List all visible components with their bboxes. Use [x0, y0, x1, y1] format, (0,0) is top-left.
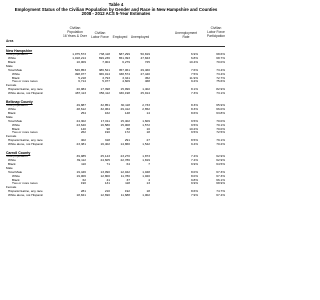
- table-cell: 9.2%: [190, 79, 198, 84]
- table-row: [6, 143, 226, 147]
- table-cell: 68.7%: [216, 56, 225, 61]
- table-cell: 7.4%: [190, 154, 198, 159]
- table-cell: 23,640: [76, 122, 86, 127]
- table-cell: 62.9%: [216, 158, 225, 163]
- table-cell: 6,714: [78, 79, 86, 84]
- table-cell: 6.8%: [190, 56, 198, 61]
- table-cell: 9.9%: [190, 161, 198, 166]
- col-unemployment-rate: [174, 32, 198, 40]
- table-cell: 65.9%: [216, 103, 225, 108]
- table-cell: 32,064: [100, 107, 110, 112]
- row-label: White: [12, 173, 20, 178]
- table-cell: 9.5%: [190, 118, 198, 123]
- table-title: Employment Status of the Civilian Population by Gender and Race in New Hampshire and Counties: [14, 6, 218, 12]
- col-unemployed: [130, 32, 150, 40]
- table-cell: 70.0%: [216, 126, 225, 131]
- table-cell: 7,004: [102, 59, 110, 64]
- col-rate-line2: Rate: [182, 34, 190, 39]
- row-label: Two or more races: [12, 79, 38, 84]
- table-cell: 32,851: [100, 103, 110, 108]
- table-cell: 70.2%: [216, 142, 225, 147]
- table-cell: 498,977: [74, 71, 86, 76]
- table-cell: 366,014: [98, 71, 110, 76]
- row-label: White alone, not Hispanic: [8, 142, 44, 147]
- row-label: Total population: [6, 103, 28, 108]
- table-cell: 64: [126, 161, 130, 166]
- col-participation-line2: Labor Force: [207, 29, 225, 34]
- table-cell: 356,112: [99, 91, 110, 96]
- table-cell: 73.4%: [216, 71, 225, 76]
- row-label: White: [12, 122, 20, 127]
- row-label: Total Male: [8, 118, 23, 123]
- table-cell: 9.8%: [190, 177, 198, 182]
- table-cell: 82.9%: [216, 87, 225, 92]
- row-label: Hispanic/Latino, any race: [8, 87, 43, 92]
- row-label: Total Male: [8, 169, 23, 174]
- table-cell: 70.1%: [216, 122, 225, 127]
- table-cell: 70.0%: [216, 118, 225, 123]
- table-section: [6, 100, 226, 147]
- col-population-line1: Civilian: [69, 26, 81, 30]
- section-title: Carroll County: [6, 151, 31, 155]
- table-cell: 7.4%: [190, 158, 198, 163]
- table-cell: 8.3%: [190, 103, 198, 108]
- table-cell: 16,402: [100, 142, 110, 147]
- table-cell: 5,077: [102, 79, 110, 84]
- table-cell: 452: [144, 75, 150, 80]
- table-cell: 487,113: [75, 91, 86, 96]
- table-cell: 1,542: [142, 142, 150, 147]
- table-cell: 74.7%: [216, 189, 225, 194]
- table-cell: 73.1%: [216, 91, 225, 96]
- table-cell: 699,236: [98, 56, 110, 61]
- table-cell: 24,302: [76, 118, 86, 123]
- col-population-line3: 16 Years & Over: [62, 33, 87, 38]
- row-label: Total population: [6, 52, 28, 57]
- row-label: Female: [6, 83, 17, 88]
- table-cell: 3,341: [122, 75, 130, 80]
- section-title: New Hampshire: [6, 49, 33, 53]
- table-cell: 6.9%: [190, 52, 198, 57]
- table-cell: 10,009: [76, 59, 86, 64]
- table-cell: 19,006: [76, 173, 86, 178]
- table-cell: 98: [106, 126, 110, 131]
- table-cell: 79.1%: [216, 138, 225, 143]
- table-cell: 192: [124, 189, 130, 194]
- table-cell: 725: [144, 59, 150, 64]
- table-cell: 4: [148, 177, 150, 182]
- row-label: White: [8, 107, 16, 112]
- row-label: White: [8, 158, 16, 163]
- row-label: Two or more races: [12, 181, 38, 186]
- table-cell: 39,985: [76, 154, 86, 159]
- table-cell: 254: [80, 110, 86, 115]
- table-cell: 62.9%: [216, 154, 225, 159]
- table-cell: 13,090: [100, 169, 110, 174]
- row-label: White alone, not Hispanic: [8, 193, 44, 198]
- table-cell: 8.0%: [190, 173, 198, 178]
- table-cell: 7.5%: [190, 71, 198, 76]
- table-cell: 7.9%: [190, 193, 198, 198]
- table-cell: 16,580: [100, 122, 110, 127]
- row-label: Hispanic/Latino, any race: [8, 189, 43, 194]
- header-rule: [6, 46, 225, 47]
- table-cell: 338,574: [118, 71, 130, 76]
- table-cell: 262: [80, 130, 86, 135]
- row-label: Male: [6, 165, 13, 170]
- table-cell: 13: [146, 181, 150, 186]
- col-rate-line1: Unemployment: [174, 31, 198, 35]
- table-cell: 9.4%: [190, 142, 198, 147]
- col-employed: [110, 32, 130, 40]
- table-cell: 23,381: [76, 142, 86, 147]
- table-cell: 1,018,214: [72, 56, 86, 61]
- col-participation: [204, 27, 228, 38]
- row-label: Black: [8, 59, 16, 64]
- table-cell: 25,914: [140, 91, 150, 96]
- table-cell: 25,143: [100, 154, 110, 159]
- table-cell: 7: [148, 161, 150, 166]
- table-cell: 10.4%: [189, 59, 198, 64]
- section-title: Belknap County: [6, 100, 33, 104]
- table-cell: 73.4%: [216, 67, 225, 72]
- row-label: Female: [6, 185, 17, 190]
- table-cell: 15,402: [120, 118, 130, 123]
- table-cell: 19,446: [76, 169, 86, 174]
- table-cell: 50,819: [140, 52, 150, 57]
- table-cell: 75.6%: [216, 79, 225, 84]
- table-cell: 72.5%: [216, 130, 225, 135]
- table-cell: 15,008: [120, 122, 130, 127]
- table-cell: 9.9%: [190, 181, 198, 186]
- table-cell: 12,690: [100, 193, 110, 198]
- table-cell: 68.6%: [216, 52, 225, 57]
- data-table: [6, 49, 226, 202]
- table-subtitle: 2008 - 2012 ACS 5-Year Estimates: [81, 11, 151, 17]
- table-cell: 39,112: [76, 158, 86, 163]
- table-cell: 162: [104, 110, 110, 115]
- table-cell: 210: [104, 189, 110, 194]
- table-cell: 49,887: [76, 103, 86, 108]
- table-cell: 66.0%: [216, 107, 225, 112]
- table-row: [6, 194, 226, 198]
- table-cell: 10: [146, 126, 150, 131]
- table-cell: 1,819: [142, 158, 150, 163]
- row-label: Black: [12, 126, 20, 131]
- row-label: Two or more races: [12, 130, 38, 135]
- table-cell: 67.3%: [216, 173, 225, 178]
- table-cell: 1,020: [142, 173, 150, 178]
- table-cell: 148: [124, 110, 130, 115]
- table-cell: 64.5%: [216, 161, 225, 166]
- table-cell: 70.0%: [216, 59, 225, 64]
- table-section: [6, 49, 226, 96]
- table-cell: 12,042: [120, 169, 130, 174]
- table-cell: 291: [124, 138, 130, 143]
- table-cell: 118: [125, 181, 130, 186]
- table-cell: 8.1%: [190, 87, 198, 92]
- table-cell: 2,733: [142, 103, 150, 108]
- table-cell: 22,786: [120, 158, 130, 163]
- table-cell: 357,061: [118, 67, 130, 72]
- col-population-line2: Population: [67, 29, 83, 34]
- table-cell: 23,270: [120, 154, 130, 159]
- table-cell: 1,002: [142, 193, 150, 198]
- row-label: Black: [8, 110, 16, 115]
- table-cell: 37: [126, 177, 130, 182]
- table-cell: 9.5%: [190, 122, 198, 127]
- table-cell: 3,793: [102, 75, 110, 80]
- table-cell: 18: [146, 189, 150, 194]
- table-cell: 12,800: [100, 173, 110, 178]
- column-header: [6, 22, 226, 46]
- table-cell: 1,075,573: [72, 52, 86, 57]
- col-area: Area: [6, 39, 14, 43]
- row-label: Male: [6, 63, 13, 68]
- col-labor-force-line1: Civilian: [94, 31, 106, 35]
- table-cell: 20,984: [76, 87, 86, 92]
- table-cell: 11,780: [120, 173, 130, 178]
- table-row: [6, 92, 226, 96]
- col-population: [62, 27, 88, 38]
- table-cell: 67.3%: [216, 169, 225, 174]
- row-label: White: [8, 56, 16, 61]
- row-label: Total population: [6, 154, 28, 159]
- table-cell: 18: [146, 130, 150, 135]
- col-labor-force-line2: Labor Force: [91, 34, 109, 39]
- table-cell: 41: [106, 177, 110, 182]
- row-label: Black: [12, 177, 20, 182]
- table-cell: 386,521: [98, 67, 110, 72]
- table-cell: 1,609: [142, 118, 150, 123]
- row-label: Female: [6, 134, 17, 139]
- table-cell: 6,279: [122, 59, 130, 64]
- table-cell: 24,605: [100, 158, 110, 163]
- table-cell: 11.9%: [189, 75, 198, 80]
- row-label: Hispanic/Latino, any race: [8, 138, 43, 143]
- table-cell: 11,688: [120, 193, 130, 198]
- row-label: Male: [6, 114, 13, 119]
- table-cell: 281: [80, 189, 86, 194]
- table-cell: 14,860: [120, 142, 130, 147]
- col-participation-line3: Participation: [206, 33, 226, 38]
- table-cell: 29,412: [120, 107, 130, 112]
- table-cell: 67.4%: [216, 193, 225, 198]
- table-cell: 1,572: [142, 122, 150, 127]
- table-cell: 15,996: [120, 87, 130, 92]
- table-cell: 2,652: [142, 107, 150, 112]
- table-cell: 318: [104, 138, 110, 143]
- table-cell: 1,402: [142, 87, 150, 92]
- table-cell: 27: [146, 138, 150, 143]
- table-cell: 330,198: [118, 91, 130, 96]
- table-cell: 10.2%: [189, 126, 198, 131]
- table-cell: 468: [144, 79, 150, 84]
- table-cell: 190: [104, 130, 110, 135]
- table-cell: 4,609: [122, 79, 130, 84]
- table-cell: 71: [106, 161, 110, 166]
- table-cell: 1,873: [142, 154, 150, 159]
- table-cell: 14: [146, 110, 150, 115]
- table-cell: 8.5%: [190, 138, 198, 143]
- table-cell: 48,612: [76, 107, 86, 112]
- table-cell: 18,841: [76, 193, 86, 198]
- table-cell: 68.9%: [216, 181, 225, 186]
- table-cell: 526,853: [74, 67, 86, 72]
- col-labor-force: [90, 32, 110, 40]
- table-cell: 9.5%: [190, 130, 198, 135]
- table-cell: 7.6%: [190, 67, 198, 72]
- table-cell: 172: [124, 130, 130, 135]
- table-cell: 7.3%: [190, 91, 198, 96]
- table-cell: 27,440: [140, 71, 150, 76]
- table-number: Table 4: [108, 2, 124, 7]
- table-cell: 1,048: [142, 169, 150, 174]
- table-cell: 110: [81, 161, 86, 166]
- table-cell: 738,118: [99, 52, 110, 57]
- table-cell: 8.0%: [190, 169, 198, 174]
- row-label: Black: [12, 75, 20, 80]
- table-cell: 17,011: [100, 118, 110, 123]
- table-cell: 29,460: [140, 67, 150, 72]
- table-cell: 72.7%: [216, 75, 225, 80]
- col-unemployed-label: Unemployed: [130, 34, 150, 39]
- table-cell: 8.6%: [190, 110, 198, 115]
- table-cell: 8.6%: [190, 189, 198, 194]
- table-cell: 66.1%: [216, 177, 225, 182]
- col-employed-label: Employed: [112, 34, 128, 39]
- table-cell: 63.8%: [216, 110, 225, 115]
- row-label: White alone, not Hispanic: [8, 91, 44, 96]
- table-cell: 47,843: [140, 56, 150, 61]
- table-cell: 651,393: [118, 56, 130, 61]
- col-participation-line1: Civilian: [210, 26, 222, 30]
- table-cell: 190: [80, 181, 86, 186]
- table-cell: 30,118: [120, 103, 130, 108]
- table-cell: 17,398: [100, 87, 110, 92]
- row-label: White: [12, 71, 20, 76]
- table-cell: 402: [80, 138, 86, 143]
- table-cell: 131: [104, 181, 110, 186]
- table-cell: 687,299: [118, 52, 130, 57]
- table-cell: 140: [80, 126, 86, 131]
- table-cell: 5,218: [78, 75, 86, 80]
- row-label: Black: [8, 161, 16, 166]
- row-label: Total Male: [8, 67, 23, 72]
- table-cell: 8.3%: [190, 107, 198, 112]
- table-cell: 62: [82, 177, 86, 182]
- table-section: [6, 151, 226, 198]
- table-cell: 88: [126, 126, 130, 131]
